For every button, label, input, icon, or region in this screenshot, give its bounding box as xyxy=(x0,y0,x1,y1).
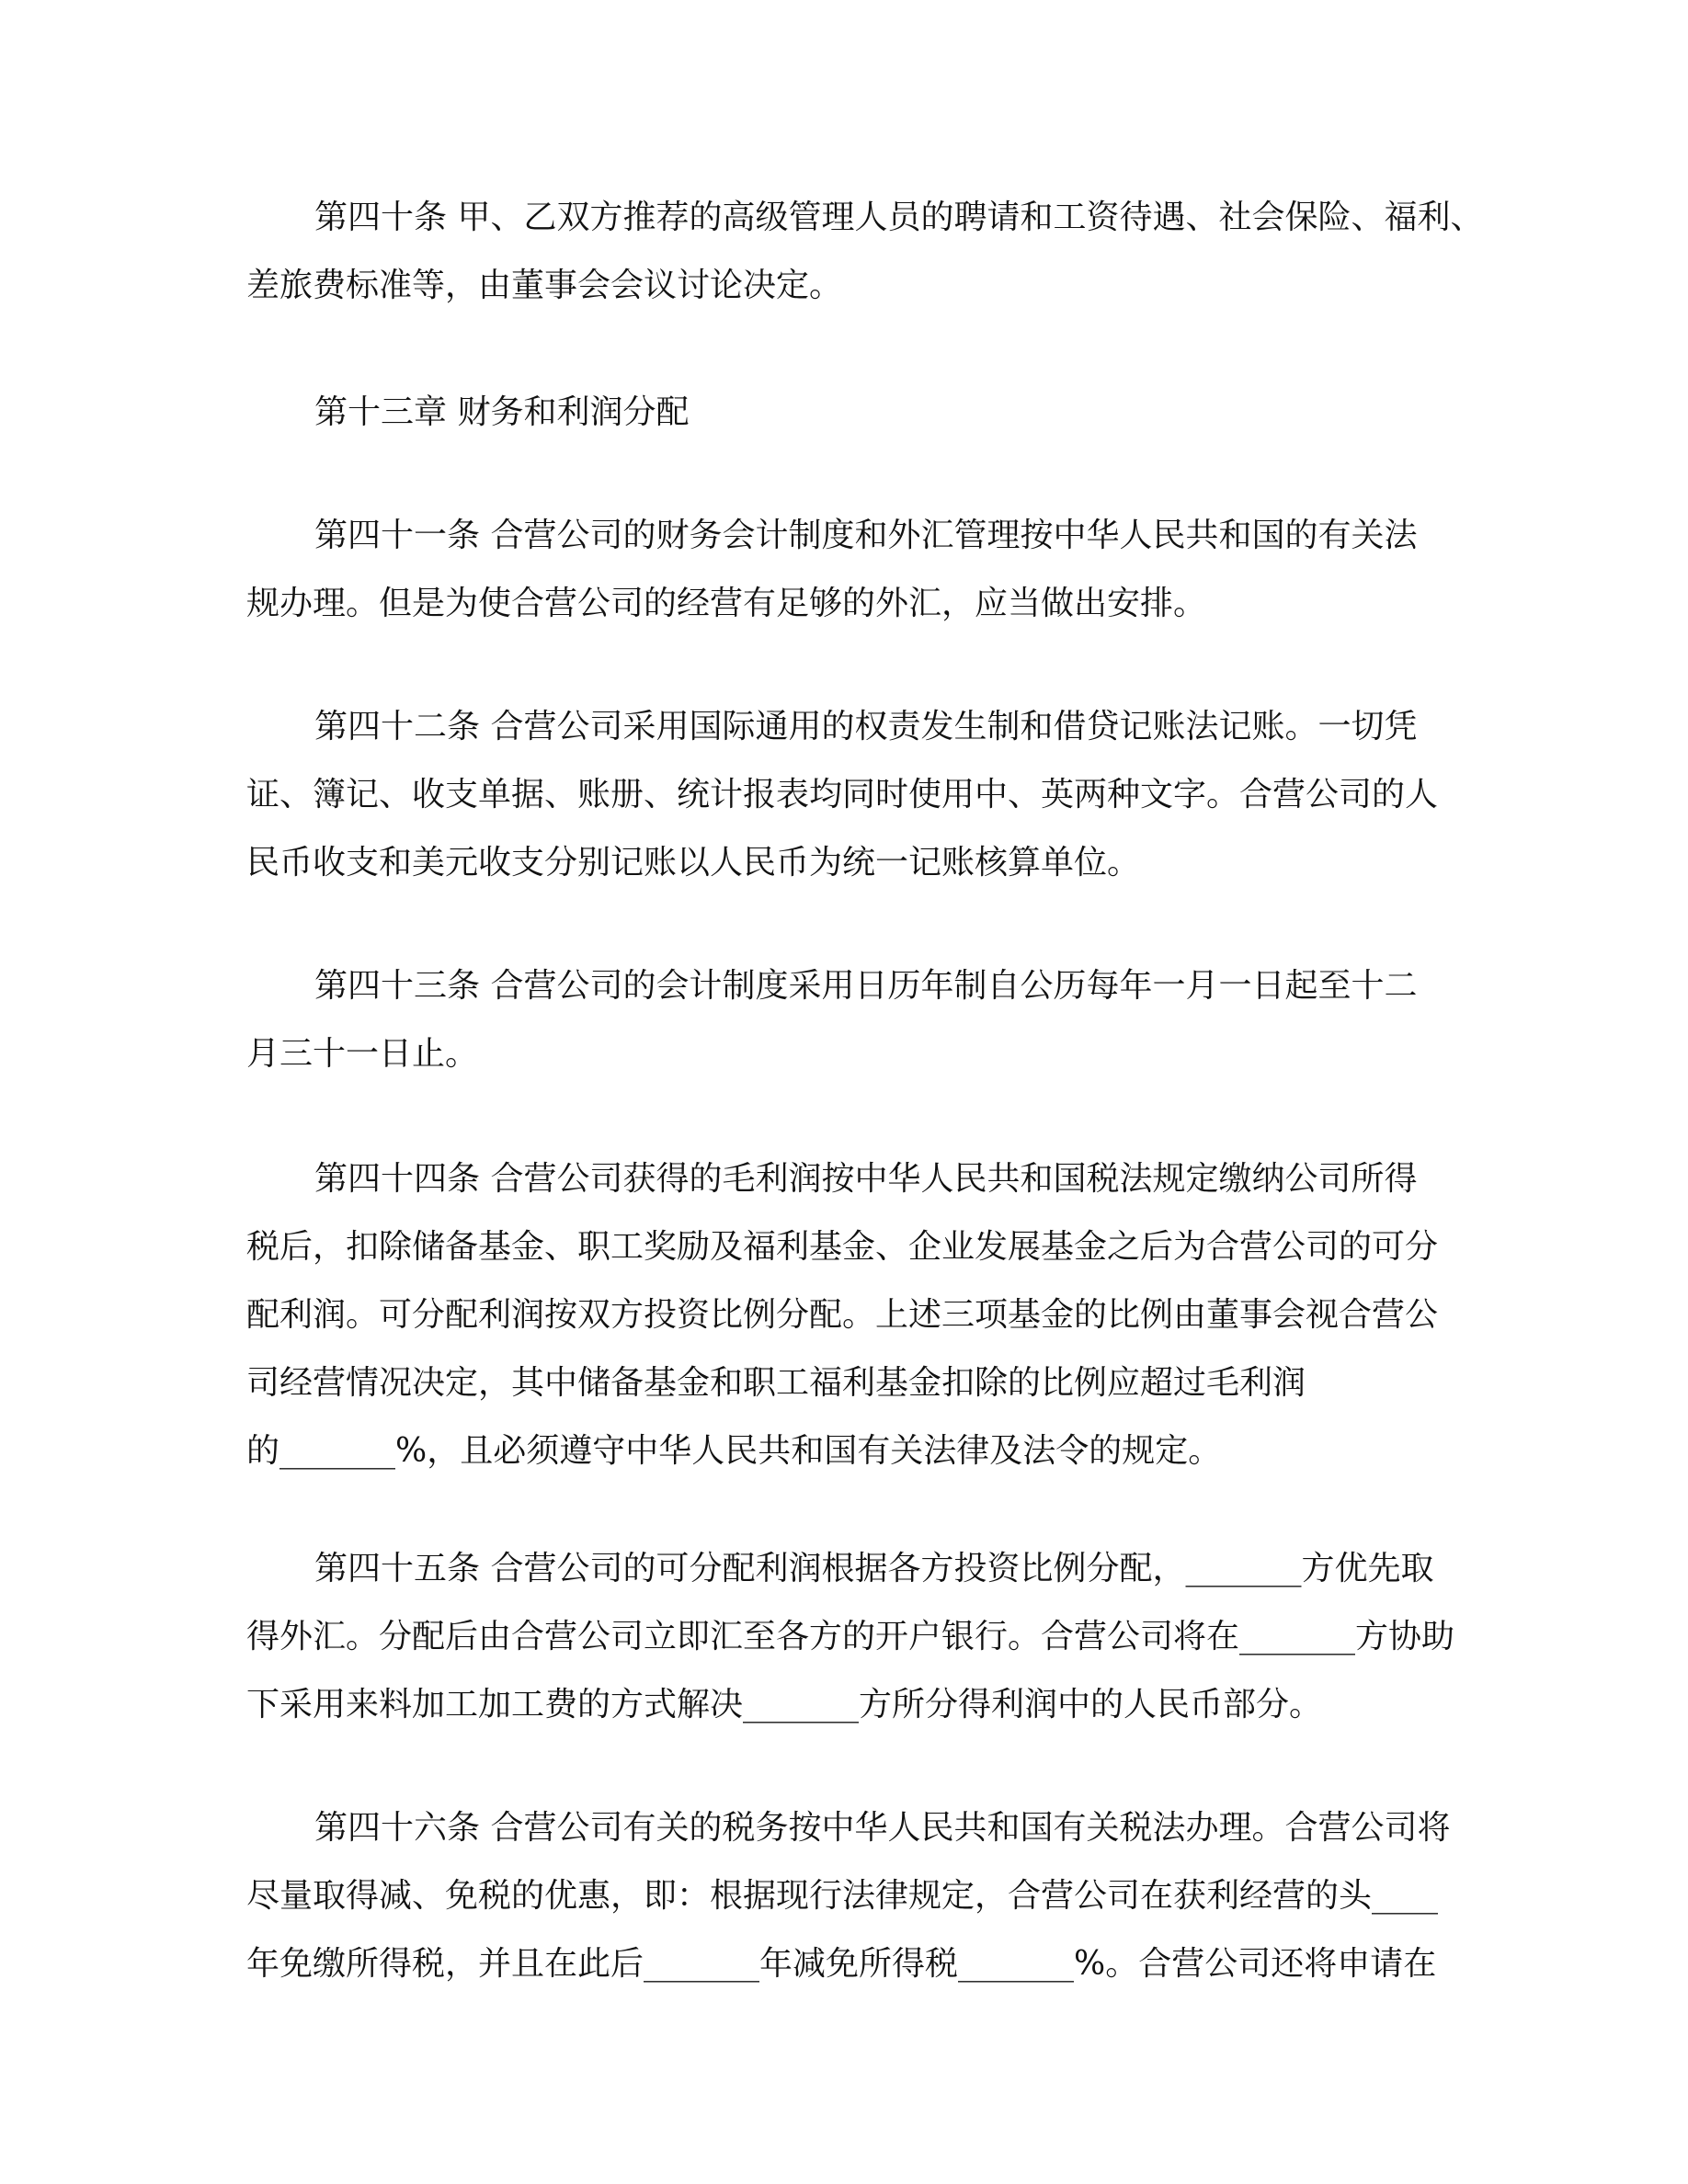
article-43-line-1: 第四十三条 合营公司的会计制度采用日历年制自公历每年一月一日起至十二 xyxy=(314,967,1418,1005)
article-40-line-1: 第四十条 甲、乙双方推荐的高级管理人员的聘请和工资待遇、社会保险、福利、 xyxy=(314,199,1484,236)
chapter-13-heading xyxy=(246,379,1442,447)
chapter-13-title: 第十三章 财务和利润分配 xyxy=(314,393,690,431)
article-42-line-1: 第四十二条 合营公司采用国际通用的权责发生制和借贷记账法记账。一切凭 xyxy=(314,708,1418,745)
article-45 xyxy=(246,1535,1455,1739)
article-46-line-3: 年免缴所得税，并且在此后_______年减免所得税_______%。合营公司还将申请在 xyxy=(246,1945,1437,1983)
article-44-line-3: 配利润。可分配利润按双方投资比例分配。上述三项基金的比例由董事会视合营公 xyxy=(246,1296,1439,1334)
article-45-line-3: 下采用来料加工加工费的方式解决_______方所分得利润中的人民币部分。 xyxy=(246,1686,1323,1723)
article-43 xyxy=(246,952,1442,1088)
article-42 xyxy=(246,693,1442,897)
article-44-line-5: 的_______%，且必须遵守中华人民共和国有关法律及法令的规定。 xyxy=(246,1432,1222,1470)
article-42-line-2: 证、簿记、收支单据、账册、统计报表均同时使用中、英两种文字。合营公司的人 xyxy=(246,776,1439,813)
article-40 xyxy=(246,184,1484,320)
article-45-line-1: 第四十五条 合营公司的可分配利润根据各方投资比例分配，_______方优先取 xyxy=(314,1550,1434,1587)
article-46 xyxy=(246,1794,1451,1998)
article-46-line-1: 第四十六条 合营公司有关的税务按中华人民共和国有关税法办理。合营公司将 xyxy=(314,1809,1451,1847)
article-44-line-4: 司经营情况决定，其中储备基金和职工福利基金扣除的比例应超过毛利润 xyxy=(246,1364,1306,1402)
article-45-line-2: 得外汇。分配后由合营公司立即汇至各方的开户银行。合营公司将在_______方协助 xyxy=(246,1618,1455,1655)
article-42-line-3: 民币收支和美元收支分别记账以人民币为统一记账核算单位。 xyxy=(246,844,1141,882)
article-44-line-2: 税后，扣除储备基金、职工奖励及福利基金、企业发展基金之后为合营公司的可分 xyxy=(246,1228,1439,1266)
article-43-line-2: 月三十一日止。 xyxy=(246,1035,479,1073)
article-41-line-2: 规办理。但是为使合营公司的经营有足够的外汇，应当做出安排。 xyxy=(246,585,1207,622)
article-40-line-2: 差旅费标准等，由董事会会议讨论决定。 xyxy=(246,267,843,304)
article-41 xyxy=(246,502,1442,638)
article-46-line-2: 尽量取得减、免税的优惠，即：根据现行法律规定，合营公司在获利经营的头____ xyxy=(246,1877,1439,1915)
article-44-line-1: 第四十四条 合营公司获得的毛利润按中华人民共和国税法规定缴纳公司所得 xyxy=(314,1160,1418,1198)
article-44 xyxy=(246,1145,1442,1485)
article-41-line-1: 第四十一条 合营公司的财务会计制度和外汇管理按中华人民共和国的有关法 xyxy=(314,517,1418,554)
